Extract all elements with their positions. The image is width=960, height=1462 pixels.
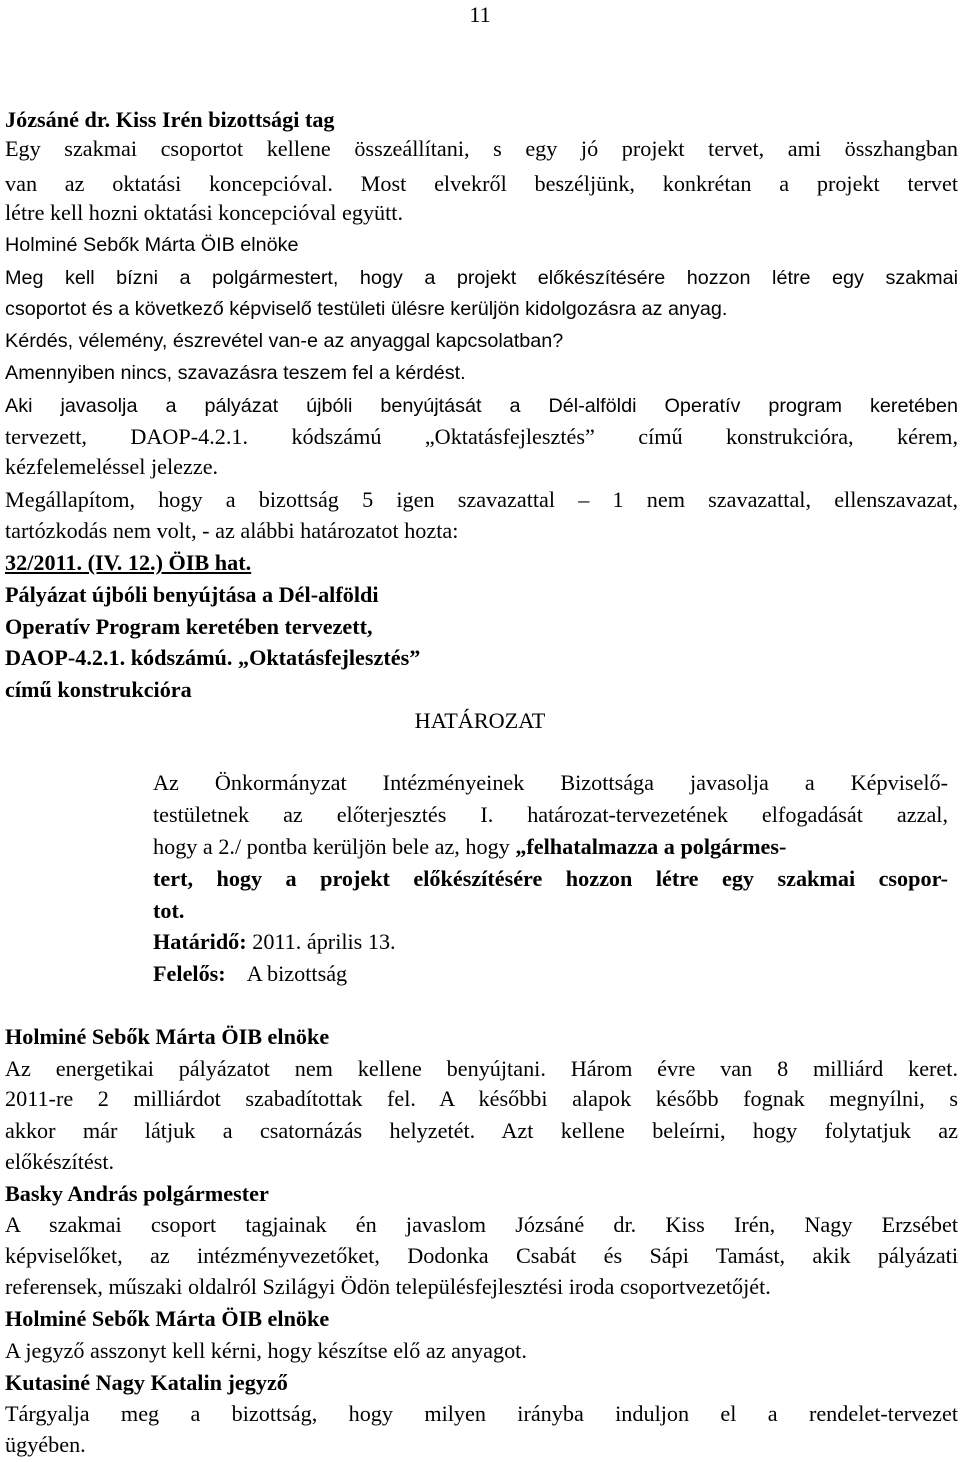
resolution-body-text: hogy a 2./ pontba kerüljön bele az, hogy: [153, 834, 516, 859]
responsible-line: [153, 961, 948, 987]
text-line: referensek, műszaki oldalról Szilágyi Ödön településfejlesztési iroda csoportvezetőjét.: [5, 1274, 771, 1299]
text-line: ügyében.: [5, 1432, 86, 1457]
text-line: A szakmai csoport tagjainak én javaslom Józsáné dr. Kiss Irén, Nagy Erzsébet: [5, 1212, 958, 1237]
resolution-heading: HATÁROZAT: [414, 708, 546, 733]
text-line: Meg kell bízni a polgármestert, hogy a projekt előkészítésére hozzon létre egy szakmai: [5, 267, 958, 289]
speaker-name: Holminé Sebők Márta ÖIB elnöke: [5, 1306, 330, 1331]
text-line: előkészítést.: [5, 1149, 115, 1174]
resolution-title-line: DAOP-4.2.1. kódszámú. „Oktatásfejlesztés”: [5, 645, 421, 670]
resolution-body-line: testületnek az előterjesztés I. határozat-tervezetének elfogadását azzal,: [153, 802, 948, 827]
text-line: létre kell hozni oktatási koncepcióval együtt.: [5, 200, 404, 225]
speaker-name: Józsáné dr. Kiss Irén bizottsági tag: [5, 107, 335, 132]
text-line: A jegyző asszonyt kell kérni, hogy készítse elő az anyagot.: [5, 1338, 527, 1363]
text-line: tervezett, DAOP-4.2.1. kódszámú „Oktatásfejlesztés” című konstrukcióra, kérem,: [5, 424, 958, 449]
responsible-value: A bizottság: [246, 961, 348, 986]
resolution-title-line: Pályázat újbóli benyújtása a Dél-alföldi: [5, 582, 379, 607]
text-line: van az oktatási koncepcióval. Most elvekről beszéljünk, konkrétan a projekt tervet: [5, 171, 958, 196]
deadline-line: [153, 929, 948, 955]
deadline-value: 2011. április 13.: [246, 929, 396, 954]
text-line: kézfelemeléssel jelezze.: [5, 454, 219, 479]
resolution-body-line: [153, 834, 948, 860]
page-number: 11: [469, 2, 491, 27]
responsible-label: Felelős:: [153, 961, 226, 986]
text-line: 2011-re 2 milliárdot szabadítottak fel. A későbbi alapok később fognak megnyílni, s: [5, 1086, 958, 1111]
text-line: Kérdés, vélemény, észrevétel van-e az anyaggal kapcsolatban?: [5, 330, 564, 352]
deadline-label: Határidő:: [153, 929, 247, 954]
text-line: Amennyiben nincs, szavazásra teszem fel a kérdést.: [5, 362, 466, 384]
text-line: Aki javasolja a pályázat újbóli benyújtását a Dél-alföldi Operatív program keretében: [5, 395, 958, 417]
text-line: Egy szakmai csoportot kellene összeállítani, s egy jó projekt tervet, ami összhangban: [5, 136, 958, 161]
text-line: tartózkodás nem volt, - az alábbi határozatot hozta:: [5, 518, 459, 543]
resolution-title-line: című konstrukcióra: [5, 677, 192, 702]
resolution-body-emphasis: „felhatalmazza a polgármes-: [515, 834, 787, 859]
text-line: képviselőket, az intézményvezetőket, Dodonka Csabát és Sápi Tamást, akik pályázati: [5, 1243, 958, 1268]
resolution-number: 32/2011. (IV. 12.) ÖIB hat.: [5, 550, 252, 575]
resolution-body-line: tot.: [153, 898, 185, 923]
resolution-title-line: Operatív Program keretében tervezett,: [5, 614, 373, 639]
speaker-name: Basky András polgármester: [5, 1181, 269, 1206]
resolution-body-line: tert, hogy a projekt előkészítésére hozzon létre egy szakmai csopor-: [153, 866, 948, 891]
speaker-name: Kutasiné Nagy Katalin jegyző: [5, 1370, 288, 1395]
text-line: Tárgyalja meg a bizottság, hogy milyen irányba induljon el a rendelet-tervezet: [5, 1401, 958, 1426]
text-line: akkor már látjuk a csatornázás helyzetét. Azt kellene beleírni, hogy folytatjuk az: [5, 1118, 958, 1143]
text-line: Az energetikai pályázatot nem kellene benyújtani. Három évre van 8 milliárd keret.: [5, 1056, 958, 1081]
text-line: Megállapítom, hogy a bizottság 5 igen szavazattal – 1 nem szavazattal, ellenszavazat,: [5, 487, 958, 512]
resolution-body-line: Az Önkormányzat Intézményeinek Bizottsága javasolja a Képviselő-: [153, 770, 948, 795]
text-line: csoportot és a következő képviselő testületi ülésre kerüljön kidolgozásra az anyag.: [5, 298, 728, 320]
speaker-name: Holminé Sebők Márta ÖIB elnöke: [5, 1024, 330, 1049]
speaker-name: Holminé Sebők Márta ÖIB elnöke: [5, 234, 299, 256]
